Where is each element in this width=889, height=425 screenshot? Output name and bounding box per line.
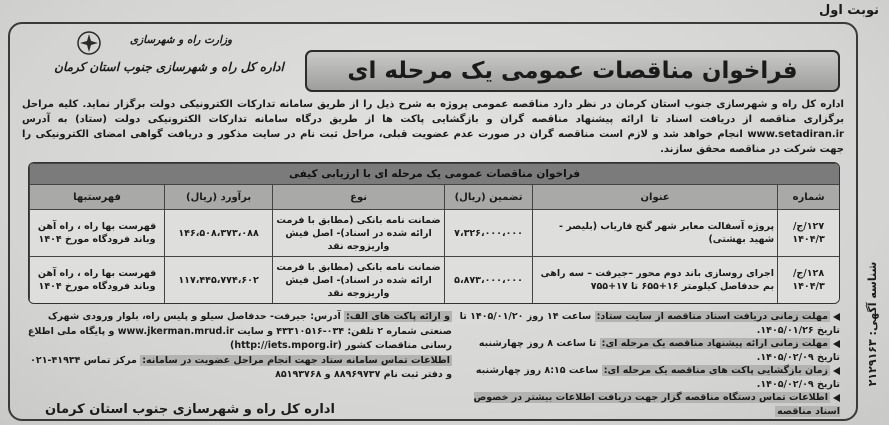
schedule-item-opening	[456, 364, 840, 391]
tender-title: پروژه آسفالت معابر شهر گنج فاریاب (بلیصر - شهید بهشتی)	[533, 210, 778, 257]
intro-text-before: اداره کل راه و شهرسازی جنوب استان کرمان در نظر دارد مناقصه عمومی پروژه به شرح ذیل را از طریق سامانه تدارکات الکترونیکی دولت برگزار نماید. کلیه مراحل برگزاری مناقصه از دریافت اسناد تا ارائه پیشنهاد مناقصه گران و بازگشایی پاکت ها از طریق درگاه سامانه تدارکات الکترونیکی دولت (ستاد) به آدرس	[22, 99, 844, 125]
page-title	[305, 50, 840, 92]
schedule-item-contact	[456, 391, 840, 418]
table-header-row	[30, 185, 840, 210]
schedule-item-proposal	[456, 337, 840, 364]
schedule-value: تا ساعت ۸ روز چهارشنبه تاریخ ۱۴۰۵/۰۲/۰۹.	[478, 338, 840, 363]
bullet-arrow-icon	[833, 340, 840, 348]
column-header-type: نوع	[273, 185, 445, 210]
schedule-label: مهلت زمانی ارائه پیشنهاد مناقصه یک مرحله ای:	[601, 338, 828, 349]
tender-schedule	[456, 310, 840, 418]
ministry-emblem-icon	[76, 30, 102, 56]
logo-organization-text: اداره کل راه و شهرسازی جنوب استان کرمان	[54, 60, 284, 74]
intro-text-after: انجام خواهد شد و لازم است مناقصه گران در صورت عدم عضویت قبلی، مراحل ثبت نام در سایت مذکور و دریافت گواهی امضای الکترونیکی را جهت شرکت در مناقصه محقق سازند.	[22, 129, 844, 155]
schedule-value: ساعت ۱۴ روز ۱۴۰۵/۰۱/۲۰ تا تاریخ ۱۴۰۵/۰۱/۲۶.	[459, 311, 840, 336]
tenders-table	[28, 162, 840, 304]
contact-address: آدرس: جیرفت- حدفاصل سیلو و پلیس راه، بلوار ورودی شهرک صنعتی شماره ۲ تلفن: ۰۳۴-۴۳۳۱۰۵۱۶ و سایت	[47, 311, 452, 337]
tender-estimate: ۱۴۶،۵۰۸،۳۷۳،۰۸۸	[165, 210, 273, 257]
column-header-guarantee: تضمین (ریال)	[445, 185, 533, 210]
column-header-number: شماره	[778, 185, 840, 210]
schedule-label: مهلت زمانی دریافت اسناد مناقصه از سایت ستاد:	[596, 311, 828, 322]
tender-number: ۱۲۸/ج/۱۴۰۴/۳	[778, 257, 840, 304]
bullet-arrow-icon	[833, 367, 840, 375]
tenders-table-grid	[29, 163, 840, 304]
tender-price-list: فهرست بها راه ، راه آهن وباند فرودگاه مورخ ۱۴۰۴	[30, 257, 165, 304]
schedule-item-documents	[456, 310, 840, 337]
schedule-label: اطلاعات تماس دستگاه مناقصه گزار جهت دریافت اطلاعات بیشتر در خصوص اسناد مناقصه	[473, 392, 840, 417]
contact-info	[24, 310, 452, 400]
portal-text: و پایگاه ملی اطلاع رسانی مناقصات کشور	[27, 325, 452, 351]
tender-number: ۱۲۷/ج/۱۴۰۴/۳	[778, 210, 840, 257]
column-header-title: عنوان	[533, 185, 778, 210]
tender-price-list: فهرست بها راه ، راه آهن وباند فرودگاه مورخ ۱۴۰۴	[30, 210, 165, 257]
bullet-arrow-icon	[833, 313, 840, 321]
page-title-text: فراخوان مناقصات عمومی یک مرحله ای	[347, 58, 798, 84]
tender-guarantee-type: ضمانت نامه بانکی (مطابق با فرمت ارائه شده در اسناد)- اصل فیش واریزوجه نقد	[273, 257, 445, 304]
schedule-label: زمان بازگشایی پاکت های مناقصه یک مرحله ای:	[603, 365, 828, 376]
column-header-price-list: فهرستبها	[30, 185, 165, 210]
portal-link[interactable]: (http://iets.mporg.ir)	[230, 340, 342, 351]
logo-ministry-text: وزارت راه و شهرسازی	[129, 34, 233, 46]
tender-guarantee-type: ضمانت نامه بانکی (مطابق با فرمت ارائه شده در اسناد)- اصل فیش واریزوجه نقد	[273, 210, 445, 257]
table-row	[30, 210, 840, 257]
schedule-value: ساعت ۸:۱۵ روز چهارشنبه تاریخ ۱۴۰۵/۰۲/۰۹.	[475, 365, 840, 390]
setad-url-link[interactable]: www.setadiran.ir	[747, 129, 844, 140]
tender-guarantee: ۵،۸۷۳،۰۰۰،۰۰۰	[445, 257, 533, 304]
round-label: نوبت اول	[818, 3, 879, 18]
setad-contact-info: مرکز تماس ۴۱۹۳۴-۰۲۱ و دفتر ثبت نام ۸۸۹۶۹۷۳۷ و ۸۵۱۹۳۷۶۸	[30, 354, 452, 380]
intro-paragraph	[22, 97, 844, 159]
table-title: فراخوان مناقصات عمومی یک مرحله ای با ارزیابی کیفی	[30, 164, 840, 185]
submission-label: و ارائه پاکت های الف:	[346, 311, 450, 322]
organization-logo	[36, 28, 302, 92]
setad-contact-label: اطلاعات تماس سامانه ستاد جهت انجام مراحل عضویت در سامانه:	[142, 354, 450, 366]
bullet-arrow-icon	[833, 394, 840, 402]
footer-signature: اداره کل راه و شهرسازی جنوب استان کرمان	[45, 402, 335, 417]
tender-title: اجرای روسازی باند دوم محور –جیرفت – سه راهی بم حدفاصل کیلومتر ۱۶+۶۵۵ تا ۱۷+۷۵۵	[533, 257, 778, 304]
tender-estimate: ۱۱۷،۴۴۵،۷۷۴،۶۰۲	[165, 257, 273, 304]
ad-id-label: شناسه آگهی: ۲۱۲۹۱۶۳	[866, 261, 879, 387]
tender-guarantee: ۷،۳۲۶،۰۰۰،۰۰۰	[445, 210, 533, 257]
column-header-estimate: برآورد (ریال)	[165, 185, 273, 210]
table-row	[30, 257, 840, 304]
website-link[interactable]: www.jkerman.mrud.ir	[117, 325, 234, 337]
